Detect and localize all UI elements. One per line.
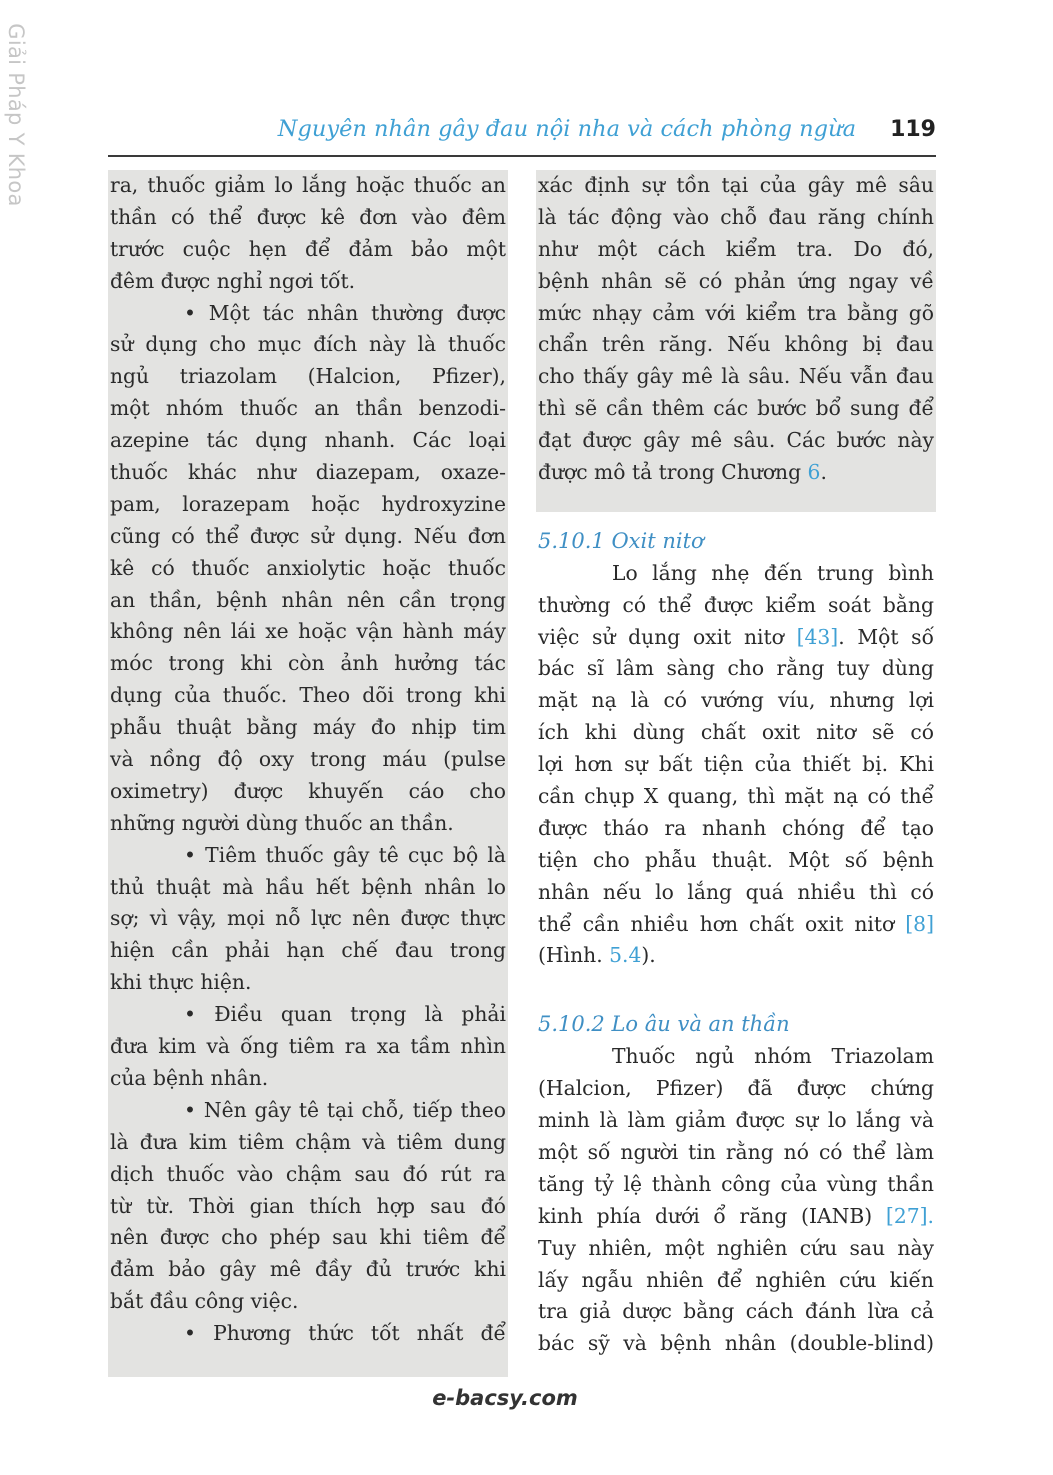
text-line: đạt được gây mê sâu. Các bước này [538,428,934,453]
page-number: 119 [890,117,936,142]
text-fragment: . Một số [838,624,934,649]
text-line [536,622,936,654]
text-line: cho thấy gây mê là sâu. Nếu vẫn đau [538,364,934,389]
header-rule [108,155,936,157]
text-line: một nhóm thuốc an thần benzodi- [110,396,506,421]
text-line: azepine tác dụng nhanh. Các loại [110,428,506,453]
text-line: đảm bảo gây mê đầy đủ trước khi [110,1257,506,1282]
text-line: xác định sự tồn tại của gây mê sâu [538,173,934,197]
text-fragment: kinh phía dưới ổ răng (IANB) [538,1203,886,1228]
text-line: đêm được nghỉ ngơi tốt. [110,268,356,293]
text-line: Thuốc ngủ nhóm Triazolam [612,1044,934,1069]
watermark-text: Giải Pháp Y Khoa [4,23,28,207]
text-line: ngủ triazolam (Halcion, Pfizer), [110,364,506,389]
bullet-line: • Điều quan trọng là phải [184,1002,506,1027]
text-line: cũng có thể được sử dụng. Nếu đơn [110,523,506,548]
text-line [536,940,936,972]
text-line: thuốc khác như diazepam, oxaze- [110,460,506,485]
text-line: cần chụp X quang, thì mặt nạ có thể [538,784,934,809]
text-line: đưa kim và ống tiêm ra xa tầm nhìn [110,1034,506,1059]
text-line: bác sĩ lâm sàng cho rằng tuy dùng [538,656,934,681]
text-line: minh là làm giảm được sự lo lắng và [538,1108,934,1133]
text-line [536,457,936,489]
text-fragment: (Hình. [538,943,610,968]
text-line: một số người tin rằng nó có thể làm [538,1139,934,1164]
running-header [108,112,936,152]
text-line: Lo lắng nhẹ đến trung bình [612,560,934,585]
text-line: tra giả dược bằng cách đánh lừa cả [538,1299,934,1324]
section-gap [536,489,936,526]
text-line: mặt nạ là có vướng víu, nhưng lợi [538,688,934,713]
text-line: kê có thuốc anxiolytic hoặc thuốc [110,555,506,580]
text-line: như một cách kiểm tra. Do đó, [538,236,934,261]
text-line: mức nhạy cảm với kiểm tra bằng gõ [538,300,934,325]
text-line: thần có thể được kê đơn vào đêm [110,204,506,229]
text-fragment: được mô tả trong Chương [538,460,808,485]
text-fragment: ). [641,943,656,968]
text-line: được tháo ra nhanh chóng để tạo [538,815,934,840]
text-line: móc trong khi còn ảnh hưởng tác [110,651,506,676]
text-line: những người dùng thuốc an thần. [110,810,454,835]
text-line: nhân nếu lo lắng quá nhiều thì có [538,879,934,904]
text-line: và nồng độ oxy trong máu (pulse [110,747,506,772]
text-line: bệnh nhân sẽ có phản ứng ngay về [538,268,934,293]
text-line: không nên lái xe hoặc vận hành máy [110,619,506,644]
text-fragment: . [820,460,827,485]
right-column [536,170,936,1360]
citation-link[interactable]: [43] [796,624,839,649]
chapter-reference-link[interactable]: 6 [807,460,821,485]
bullet-line: • Một tác nhân thường được [184,300,506,325]
bullet-line: • Phương thức tốt nhất để [184,1321,506,1346]
citation-link[interactable]: [8] [905,911,934,936]
section-gap [536,972,936,1009]
text-line: hiện cần phải hạn chế đau trong [110,938,506,963]
text-line [536,1201,936,1233]
text-line: Tuy nhiên, một nghiên cứu sau này [538,1235,934,1260]
text-line: từ từ. Thời gian thích hợp sau đó [110,1193,506,1218]
text-line: nên được cho phép sau khi tiêm để [110,1225,506,1250]
text-line: ra, thuốc giảm lo lắng hoặc thuốc an [110,173,506,197]
bullet-line: • Nên gây tê tại chỗ, tiếp theo [184,1097,506,1122]
text-line: tiện cho phẫu thuật. Một số bệnh [538,847,934,872]
text-line: khi thực hiện. [110,970,252,995]
text-line: sử dụng cho mục đích này là thuốc [110,332,506,357]
text-line: thủ thuật mà hầu hết bệnh nhân lo [110,874,506,899]
text-line: (Halcion, Pfizer) đã được chứng [538,1076,934,1101]
text-line: an thần, bệnh nhân nên cần trọng [110,587,506,612]
text-fragment: thể cần nhiều hơn chất oxit nitơ [538,911,906,936]
text-line: trước cuộc hẹn để đảm bảo một [110,236,506,261]
text-line: là đưa kim tiêm chậm và tiêm dung [110,1129,506,1154]
text-line: chẩn trên răng. Nếu không bị đau [538,332,934,357]
text-line: ích khi dùng chất oxit nitơ sẽ có [538,720,934,745]
text-line: phẫu thuật bằng máy đo nhịp tim [110,715,506,740]
footer-website: e-bacsy.com [432,1386,578,1410]
left-column [108,170,508,1377]
chapter-title: Nguyên nhân gây đau nội nha và cách phòng ngừa [277,116,856,142]
text-line [536,909,936,941]
text-line: pam, lorazepam hoặc hydroxyzine [110,491,506,516]
text-line: bắt đầu công việc. [110,1289,299,1314]
text-fragment: việc sử dụng oxit nitơ [538,624,797,649]
text-line: dụng của thuốc. Theo dõi trong khi [110,683,506,708]
text-line: sợ; vì vậy, mọi nỗ lực nên được thực [110,906,506,931]
text-line: tăng tỷ lệ thành công của vùng thần [538,1171,934,1196]
citation-link[interactable]: [27]. [885,1203,934,1228]
text-line: thì sẽ cần thêm các bước bổ sung để [538,396,934,421]
text-line: của bệnh nhân. [110,1065,269,1090]
bullet-line: • Tiêm thuốc gây tê cục bộ là [184,842,506,867]
text-line: lợi hơn sự bất tiện của thiết bị. Khi [538,752,934,777]
text-line: oximetry) được khuyến cáo cho [110,778,506,803]
figure-reference-link[interactable]: 5.4 [609,943,642,968]
text-line: thường có thể được kiểm soát bằng [538,592,934,617]
text-line: bác sỹ và bệnh nhân (double-blind) [538,1331,934,1356]
section-heading-lo-au: 5.10.2 Lo âu và an thần [538,1012,790,1037]
text-line: dịch thuốc vào chậm sau đó rút ra [110,1161,506,1186]
text-line: lấy ngẫu nhiên để nghiên cứu kiến [538,1267,934,1292]
side-watermark [2,20,30,210]
text-line: là tác động vào chỗ đau răng chính [538,204,934,229]
section-heading-oxit-nito: 5.10.1 Oxit nitơ [538,528,704,553]
